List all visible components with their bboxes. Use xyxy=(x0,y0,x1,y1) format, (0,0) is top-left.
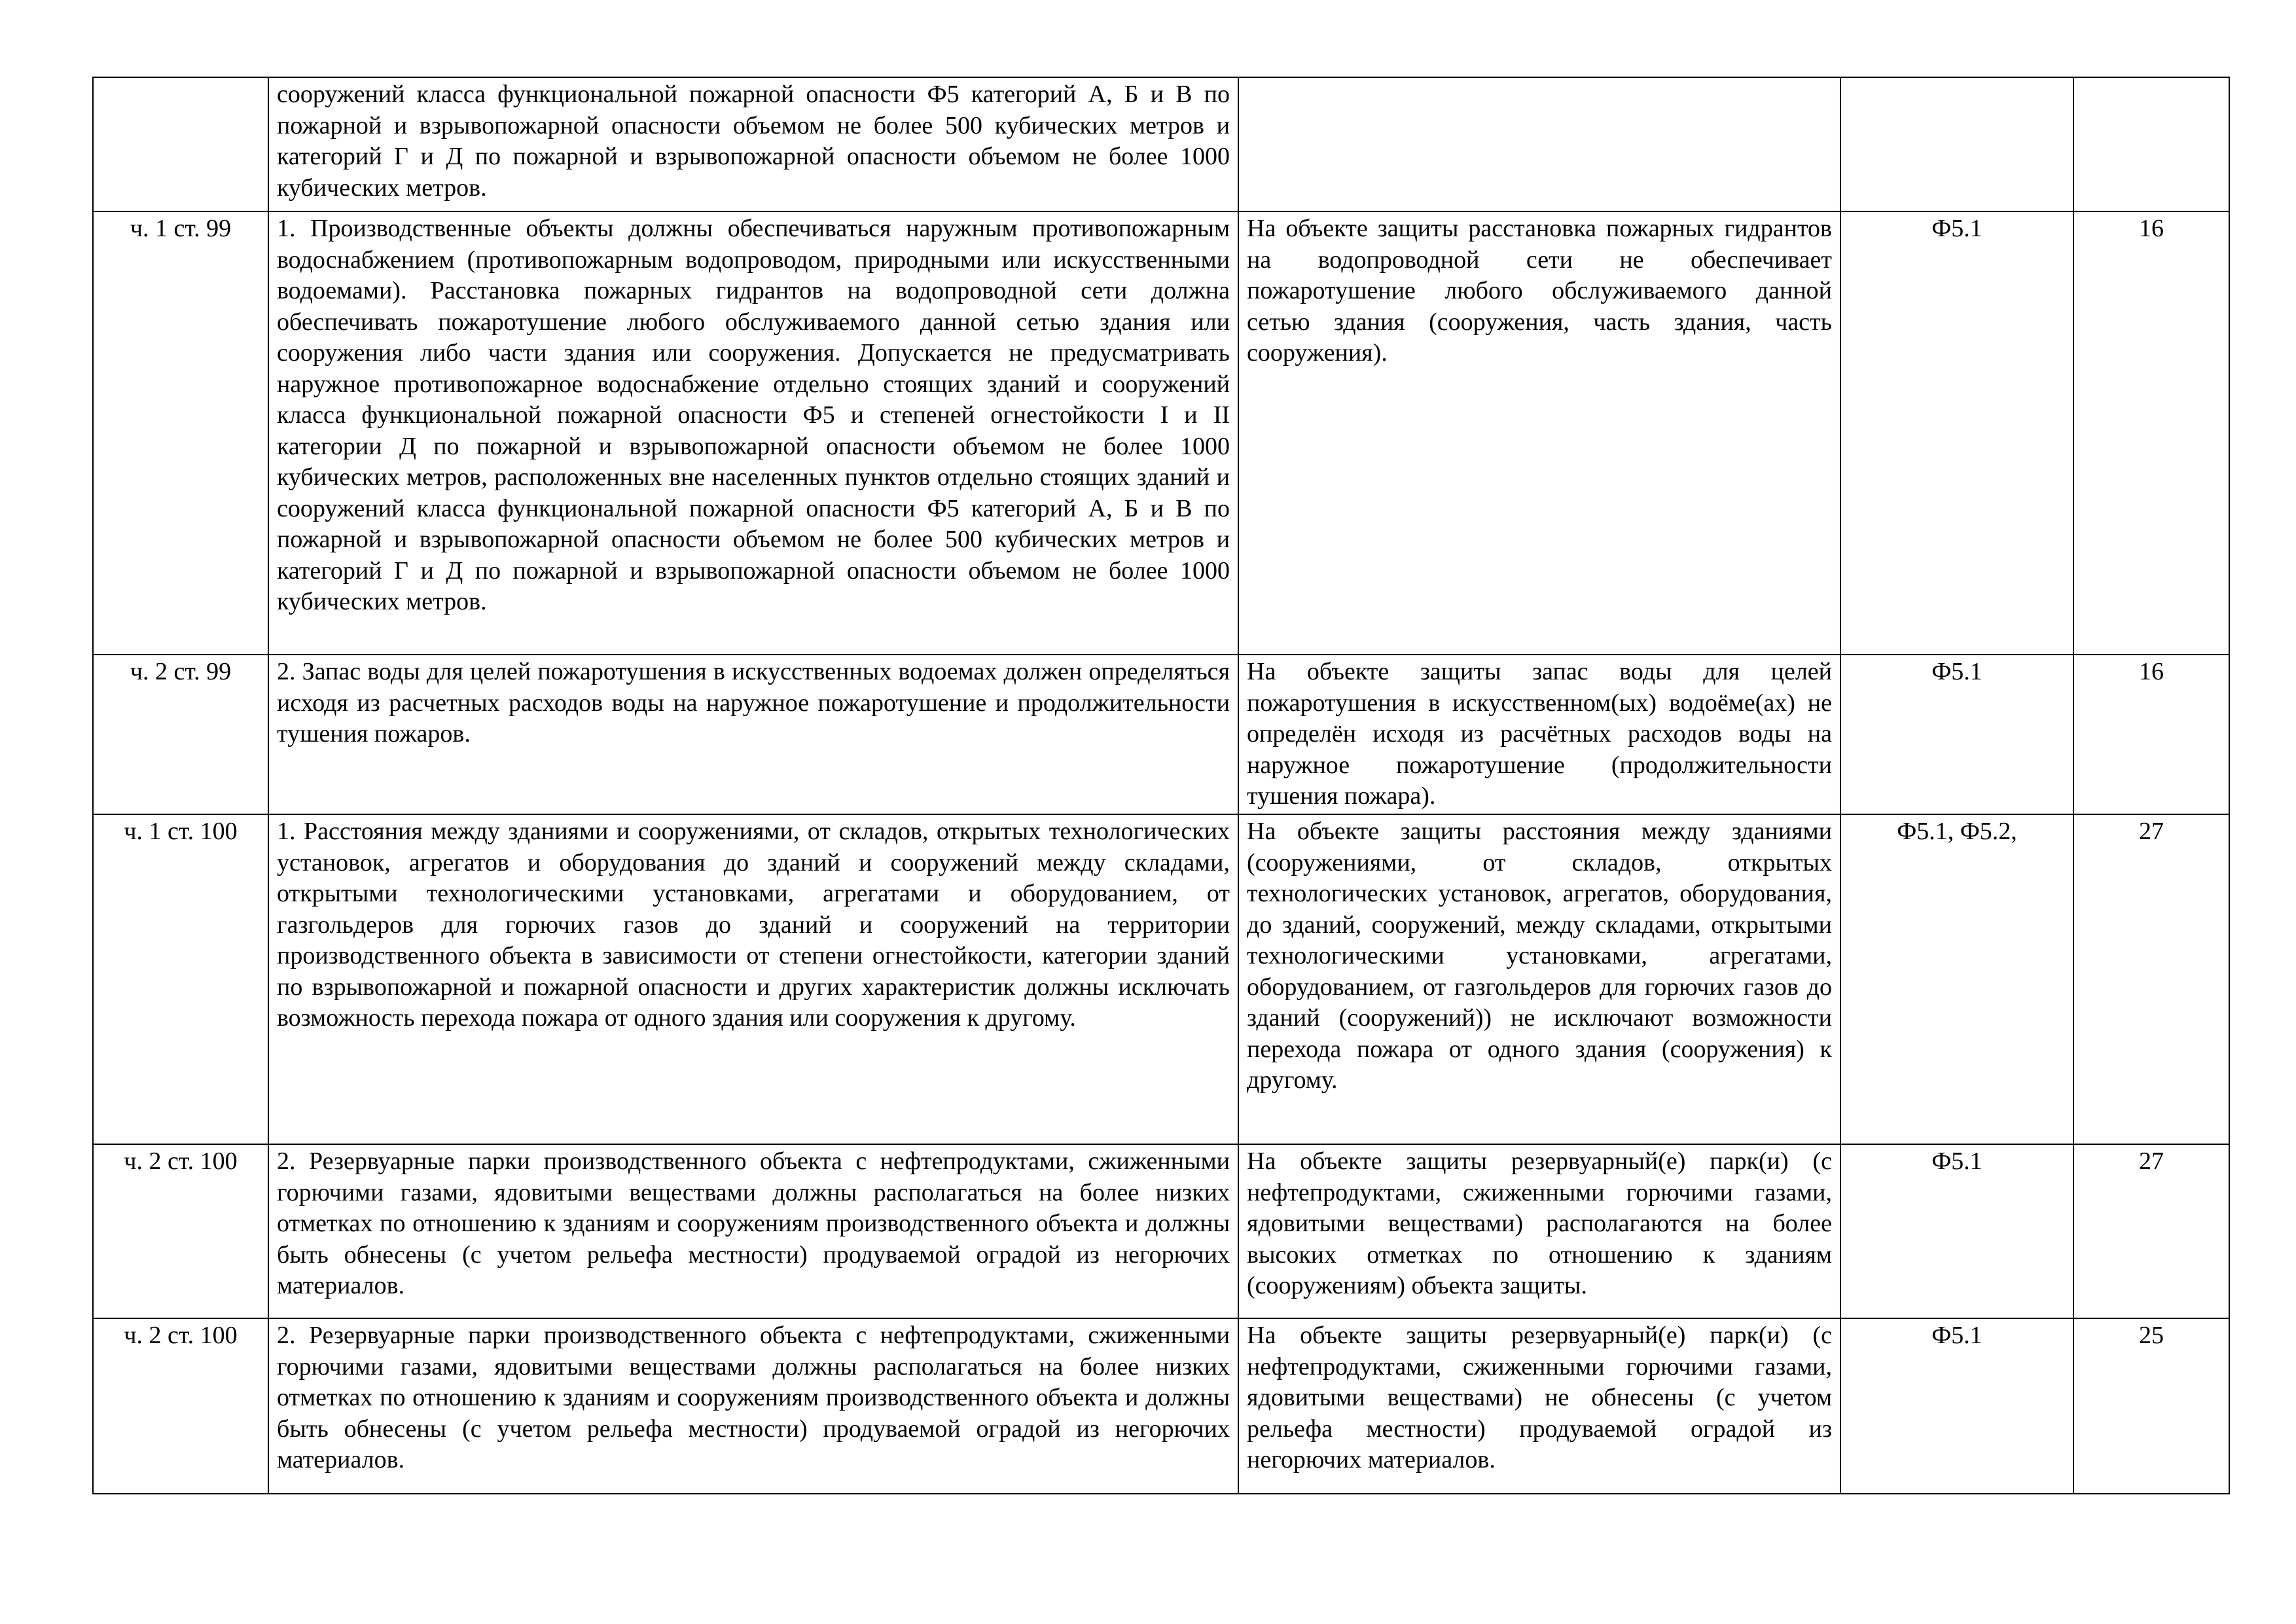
class-cell: Ф5.1 xyxy=(1840,1318,2073,1494)
class-cell: Ф5.1 xyxy=(1840,211,2073,655)
article-cell: ч. 1 ст. 99 xyxy=(93,211,268,655)
requirement-cell: 2. Резервуарные парки производственного объекта с нефтепродуктами, сжиженными горючими газами, ядовитыми веществами должны располагаться на более низких отметках по отношению к зданиям и сооружениям производственного объекта и должны быть обнесены (с учетом рельефа местности) продуваемой оградой из негорючих материалов. xyxy=(268,1144,1238,1318)
class-cell: Ф5.1 xyxy=(1840,655,2073,814)
class-cell xyxy=(1840,77,2073,211)
article-cell: ч. 1 ст. 100 xyxy=(93,814,268,1144)
table-row xyxy=(93,1318,2229,1494)
requirement-cell: 1. Расстояния между зданиями и сооружениями, от складов, открытых технологических установок, агрегатов и оборудования до зданий и сооружений между складами, открытыми технологическими установками, агрегатами и оборудованием, от газгольдеров для горючих газов до зданий и сооружений на территории производственного объекта в зависимости от степени огнестойкости, категории зданий по взрывопожарной и пожарной опасности и других характеристик должны исключать возможность перехода пожара от одного здания или сооружения к другому. xyxy=(268,814,1238,1144)
number-cell: 16 xyxy=(2073,655,2229,814)
table-row xyxy=(93,655,2229,814)
table-row xyxy=(93,1144,2229,1318)
violation-cell: На объекте защиты расстояния между зданиями (сооружениями, от складов, открытых технологических установок, агрегатов, оборудования, до зданий, сооружений, между складами, открытыми технологическими установками, агрегатами, оборудованием, от газгольдеров для горючих газов до зданий (сооружений)) не исключают возможности перехода пожара от одного здания (сооружения) к другому. xyxy=(1238,814,1840,1144)
article-cell xyxy=(93,77,268,211)
violation-cell: На объекте защиты резервуарный(е) парк(и) (с нефтепродуктами, сжиженными горючими газами, ядовитыми веществами) не обнесены (с учетом рельефа местности) продуваемой оградой из негорючих материалов. xyxy=(1238,1318,1840,1494)
requirement-cell: сооружений класса функциональной пожарной опасности Ф5 категорий А, Б и В по пожарной и взрывопожарной опасности объемом не более 500 кубических метров и категорий Г и Д по пожарной и взрывопожарной опасности объемом не более 1000 кубических метров. xyxy=(268,77,1238,211)
class-cell: Ф5.1, Ф5.2, xyxy=(1840,814,2073,1144)
table-row xyxy=(93,77,2229,211)
requirements-table xyxy=(92,77,2230,1494)
requirement-cell: 2. Запас воды для целей пожаротушения в искусственных водоемах должен определяться исходя из расчетных расходов воды на наружное пожаротушение и продолжительности тушения пожаров. xyxy=(268,655,1238,814)
violation-cell xyxy=(1238,77,1840,211)
requirement-cell: 1. Производственные объекты должны обеспечиваться наружным противопожарным водоснабжением (противопожарным водопроводом, природными или искусственными водоемами). Расстановка пожарных гидрантов на водопроводной сети должна обеспечивать пожаротушение любого обслуживаемого данной сетью здания или сооружения либо части здания или сооружения. Допускается не предусматривать наружное противопожарное водоснабжение отдельно стоящих зданий и сооружений класса функциональной пожарной опасности Ф5 и степеней огнестойкости I и II категории Д по пожарной и взрывопожарной опасности объемом не более 1000 кубических метров, расположенных вне населенных пунктов отдельно стоящих зданий и сооружений класса функциональной пожарной опасности Ф5 категорий А, Б и В по пожарной и взрывопожарной опасности объемом не более 500 кубических метров и категорий Г и Д по пожарной и взрывопожарной опасности объемом не более 1000 кубических метров. xyxy=(268,211,1238,655)
table-row xyxy=(93,814,2229,1144)
table-row xyxy=(93,211,2229,655)
number-cell: 25 xyxy=(2073,1318,2229,1494)
number-cell xyxy=(2073,77,2229,211)
violation-cell: На объекте защиты расстановка пожарных гидрантов на водопроводной сети не обеспечивает пожаротушение любого обслуживаемого данной сетью здания (сооружения, часть здания, часть сооружения). xyxy=(1238,211,1840,655)
article-cell: ч. 2 ст. 99 xyxy=(93,655,268,814)
number-cell: 27 xyxy=(2073,1144,2229,1318)
class-cell: Ф5.1 xyxy=(1840,1144,2073,1318)
article-cell: ч. 2 ст. 100 xyxy=(93,1318,268,1494)
violation-cell: На объекте защиты резервуарный(е) парк(и) (с нефтепродуктами, сжиженными горючими газами, ядовитыми веществами) располагаются на более высоких отметках по отношению к зданиям (сооружениям) объекта защиты. xyxy=(1238,1144,1840,1318)
requirement-cell: 2. Резервуарные парки производственного объекта с нефтепродуктами, сжиженными горючими газами, ядовитыми веществами должны располагаться на более низких отметках по отношению к зданиям и сооружениям производственного объекта и должны быть обнесены (с учетом рельефа местности) продуваемой оградой из негорючих материалов. xyxy=(268,1318,1238,1494)
number-cell: 16 xyxy=(2073,211,2229,655)
article-cell: ч. 2 ст. 100 xyxy=(93,1144,268,1318)
violation-cell: На объекте защиты запас воды для целей пожаротушения в искусственном(ых) водоёме(ах) не определён исходя из расчётных расходов воды на наружное пожаротушение (продолжительности тушения пожара). xyxy=(1238,655,1840,814)
number-cell: 27 xyxy=(2073,814,2229,1144)
